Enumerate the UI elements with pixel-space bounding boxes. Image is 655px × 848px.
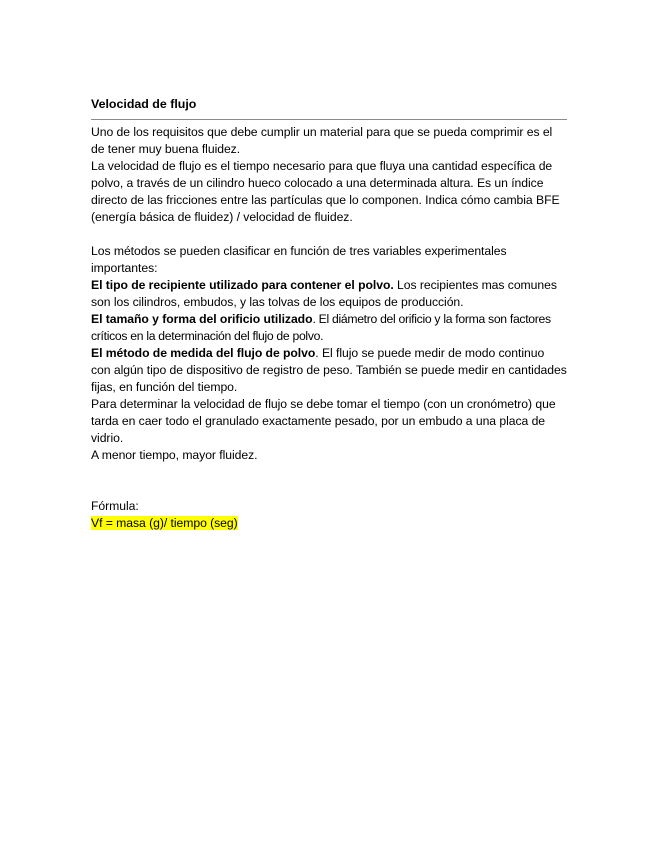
method-item-measurement-text: . El flujo se puede medir de modo continuo con algún tipo de dispositivo de registro de peso. También se puede medir en cantidades fijas, en función del tiempo. [91,346,567,394]
method-item-orifice-title: El tamaño y forma del orificio utilizado [91,312,313,326]
paragraph-methods-intro: Los métodos se pueden clasificar en función de tres variables experimentales importantes: [91,244,507,275]
spacer [91,226,567,243]
method-item-container-title: El tipo de recipiente utilizado para contener el polvo. [91,278,394,292]
title-divider [91,119,567,120]
formula-line [91,515,567,532]
paragraph-conclusion: A menor tiempo, mayor fluidez. [91,448,258,462]
document-content [91,124,567,532]
method-item-orifice-text: . El diámetro del orificio y la forma son factores críticos en la determinación del flujo de polvo. [91,312,551,343]
method-item-measurement [91,345,567,396]
method-item-container-text: Los recipientes mas comunes son los cilindros, embudos, y las tolvas de los equipos de producción. [91,278,557,309]
paragraph-procedure: Para determinar la velocidad de flujo se debe tomar el tiempo (con un cronómetro) que tarda en caer todo el granulado exactamente pesado, por un embudo a una placa de vidrio. [91,397,556,445]
spacer [91,464,567,498]
method-item-measurement-title: El método de medida del flujo de polvo [91,346,316,360]
method-item-orifice [91,311,567,345]
document-title: Velocidad de flujo [91,97,197,111]
method-item-container [91,277,567,311]
formula-label: Fórmula: [91,499,139,513]
paragraph-requirement: Uno de los requisitos que debe cumplir un material para que se pueda comprimir es el de tener muy buena fluidez. [91,125,553,156]
formula-highlight: Vf = masa (g)/ tiempo (seg) [91,516,238,530]
paragraph-definition: La velocidad de flujo es el tiempo necesario para que fluya una cantidad específica de polvo, a través de un cilindro hueco colocado a una determinada altura. Es un índice directo de las fricciones entre las partículas que lo componen. Indica cómo cambia BFE (energía básica de fluidez) / velocidad de fluidez. [91,159,560,224]
document-body [91,96,567,532]
